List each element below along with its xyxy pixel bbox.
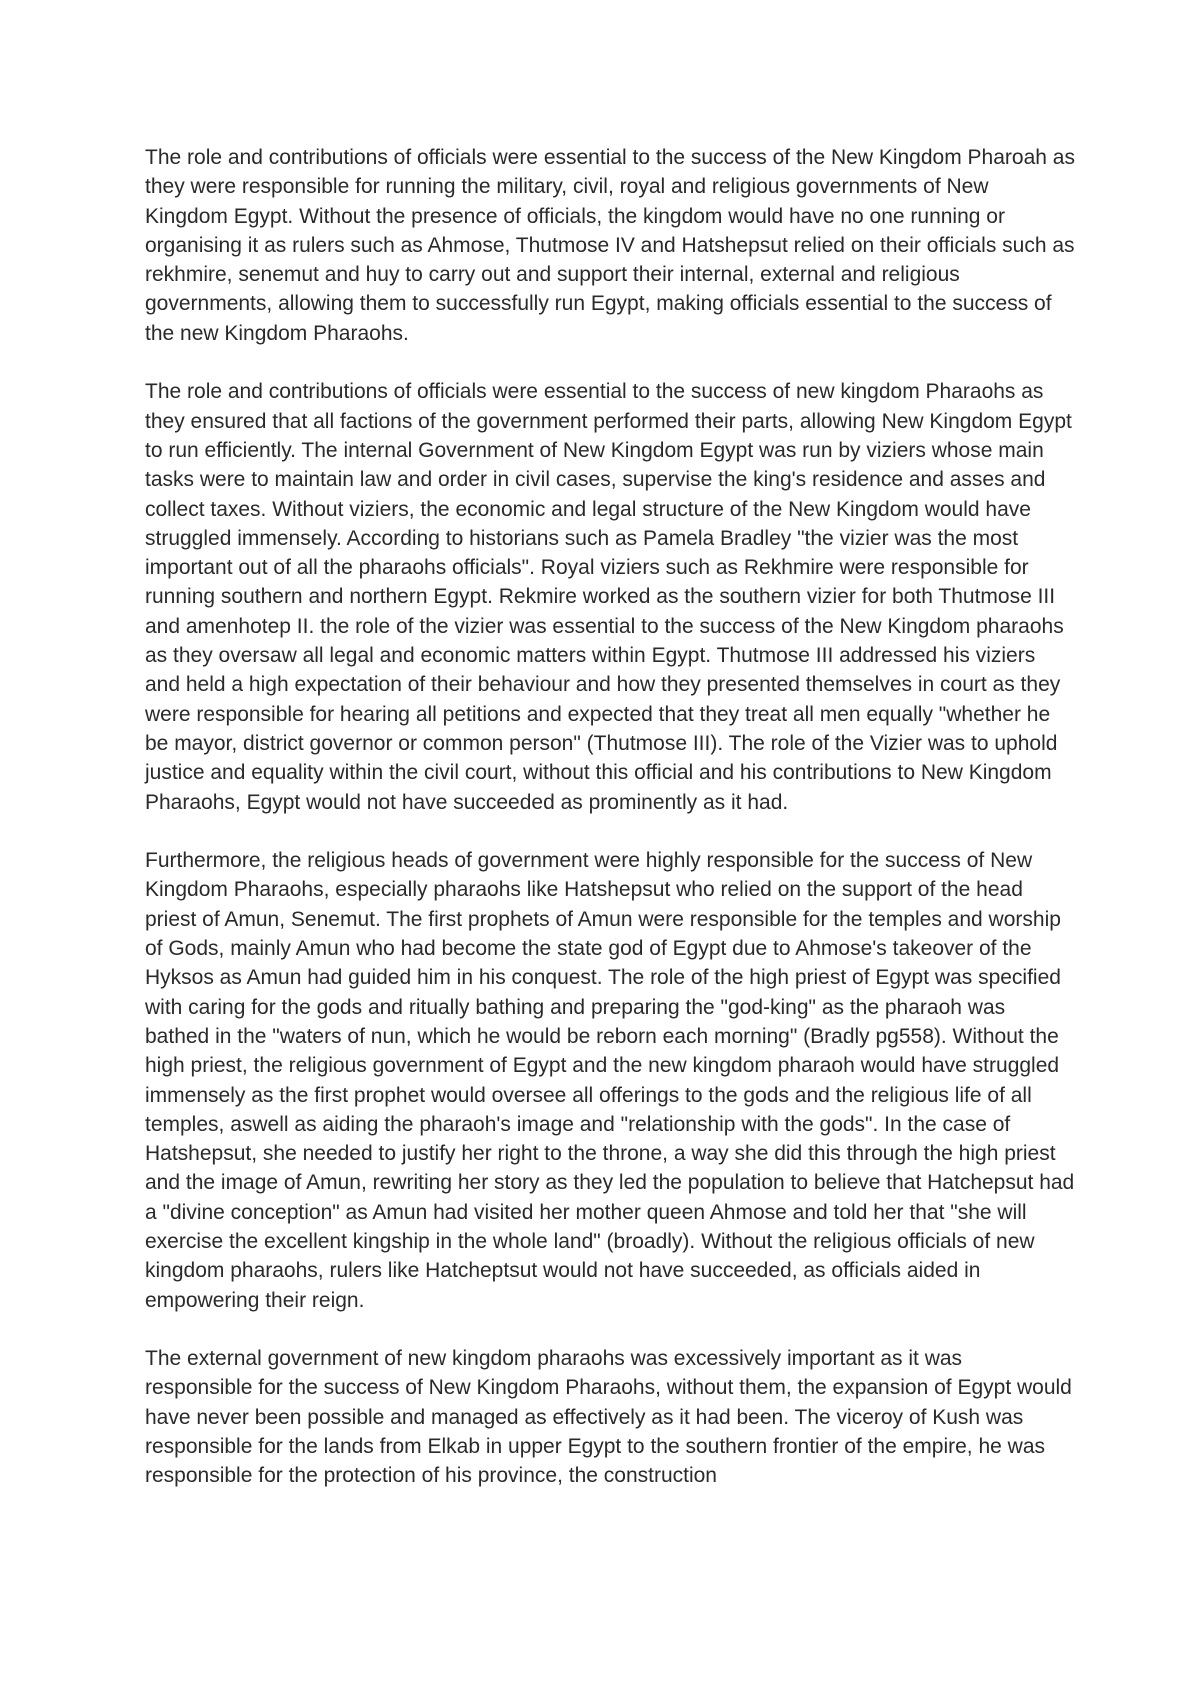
paragraph-external-government-viceroy: The external government of new kingdom pharaohs was excessively important as it was responsible for the success of New Kingdom Pharaohs, without them, the expansion of Egypt would have never been possible and managed as effectively as it had been. The viceroy of Kush was responsible for the lands from Elkab in upper Egypt to the southern frontier of the empire, he was responsible for the protection of his province, the construction (145, 1347, 1072, 1488)
paragraph-internal-government-viziers: The role and contributions of officials were essential to the success of new kingdom Pharaohs as they ensured that all factions of the government performed their parts, allowing New Kingdom Egypt to run efficiently. The internal Government of New Kingdom Egypt was run by viziers whose main tasks were to maintain law and order in civil cases, supervise the king's residence and asses and collect taxes. Without viziers, the economic and legal structure of the New Kingdom would have struggled immensely. According to historians such as Pamela Bradley "the vizier was the most important out of all the pharaohs officials". Royal viziers such as Rekhmire were responsible for running southern and northern Egypt. Rekmire worked as the southern vizier for both Thutmose III and amenhotep II. the role of the vizier was essential to the success of the New Kingdom pharaohs as they oversaw all legal and economic matters within Egypt. Thutmose III addressed his viziers and held a high expectation of their behaviour and how they presented themselves in court as they were responsible for hearing all petitions and expected that they treat all men equally "whether he be mayor, district governor or common person" (Thutmose III). The role of the Vizier was to uphold justice and equality within the civil court, without this official and his contributions to New Kingdom Pharaohs, Egypt would not have succeeded as prominently as it had. (145, 380, 1072, 814)
paragraph-officials-introduction: The role and contributions of officials were essential to the success of the New Kingdom Pharoah as they were responsible for running the military, civil, royal and religious governments of New Kingdom Egypt. Without the presence of officials, the kingdom would have no one running or organising it as rulers such as Ahmose, Thutmose IV and Hatshepsut relied on their officials such as rekhmire, senemut and huy to carry out and support their internal, external and religious governments, allowing them to successfully run Egypt, making officials essential to the success of the new Kingdom Pharaohs. (145, 146, 1075, 345)
document-body (145, 143, 1075, 1491)
paragraph-religious-government-priests: Furthermore, the religious heads of government were highly responsible for the success of New Kingdom Pharaohs, especially pharaohs like Hatshepsut who relied on the support of the head priest of Amun, Senemut. The first prophets of Amun were responsible for the temples and worship of Gods, mainly Amun who had become the state god of Egypt due to Ahmose's takeover of the Hyksos as Amun had guided him in his conquest. The role of the high priest of Egypt was specified with caring for the gods and ritually bathing and preparing the "god-king" as the pharaoh was bathed in the "waters of nun, which he would be reborn each morning" (Bradly pg558). Without the high priest, the religious government of Egypt and the new kingdom pharaoh would have struggled immensely as the first prophet would oversee all offerings to the gods and the religious life of all temples, aswell as aiding the pharaoh's image and "relationship with the gods". In the case of Hatshepsut, she needed to justify her right to the throne, a way she did this through the high priest and the image of Amun, rewriting her story as they led the population to believe that Hatchepsut had a "divine conception" as Amun had visited her mother queen Ahmose and told her that "she will exercise the excellent kingship in the whole land" (broadly). Without the religious officials of new kingdom pharaohs, rulers like Hatcheptsut would not have succeeded, as officials aided in empowering their reign. (145, 849, 1075, 1312)
